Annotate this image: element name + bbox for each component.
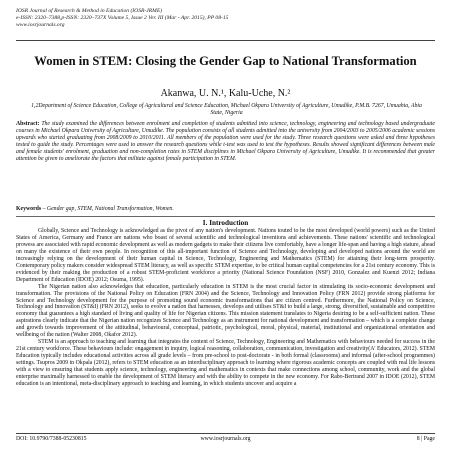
keywords-label: Keywords — [16, 206, 42, 212]
section-divider — [16, 216, 435, 217]
abstract-label: Abstract: — [16, 121, 40, 127]
footer-doi: DOI: 10.9790/7388-05230815 — [16, 436, 87, 442]
abstract — [16, 121, 435, 162]
paper-title: Women in STEM: Closing the Gender Gap to National Transformation — [34, 54, 417, 68]
journal-site[interactable]: www.iosrjournals.org — [16, 22, 65, 28]
journal-header — [16, 8, 316, 29]
paragraph: The Nigerian nation also acknowledges that education, particularly education in STEM is the most crucial factor in stimulating its socio-economic development and transformation. The provisions of the National Policy on Education (FRN 2004) and the Science, Technology and Innovation Policy (FRN 2012) provide strong platforms for Science and Technology development for the purpose of promoting sound economic transformations that are citizen centred. Furthermore, the National Policy on Science, Technology and Innovation (ST&I) (FRN 2012), seeks to evolve a nation that harnesses, develops and utilises ST&I to build a large, strong, diversified, sustainable and competitive economy that guarantees a high standard of living and quality of life for Nigerian citizens. This mission statement translates to Nigeria desiring to be a self-sufficient nation. These aspirations clearly indicate that the Nigerian nation recognizes Science and Technology as an instrument for national development and transformation – which is a complete change and growth towards improvement of the attitudinal, behavioural, conceptual, patriotic, psychological, moral, physical, material, institutional and organizational orientation and wellbeing of the nation (Walter 2008, Okafor 2012). — [16, 283, 435, 339]
journal-issn: e-ISSN: 2320–7388,p-ISSN: 2320–737X Volume 5, Issue 2 Ver. III (Mar - Apr. 2015), PP 08-15 — [16, 15, 229, 21]
keywords — [16, 206, 435, 213]
keywords-text: – Gender gap, STEM, National Transformation, Women. — [42, 206, 174, 212]
paragraph: STEM is an approach to teaching and learning that integrates the content of Science, Technology, Engineering and Mathematics with behaviours needed for success in the 21st century workforce. These behaviours include: engagement in inquiry, logical reasoning, collaboration, communication, investigation and creativity(A' Educators, 2012). STEM Education typically includes educational activities across all grade levels – from pre-school to post-doctorate - in both formal (classrooms) and informal (after-school programmes) settings. Tsupros 2009 in Okpala (2012), refers to STEM education as an interdisciplinary approach to learning where rigorous academic concepts are coupled with real life lessons with a view to ensuring that students apply science, technology, engineering and mathematics in contexts that make connections among school, community, work and the global enterprise maximally harnessed to enable the development of STEM literacy and with the ability to compete in the new economy. For Rabo-Bertrand 2007 in IDOE (2012), STEM education is an intentional, meta-disciplinary approach to teaching and learning, in which students uncover and acquire a — [16, 339, 435, 387]
author-affiliation: 1,2Department of Science Education, College of Agricultural and Science Education, Michael Okpara University of Agriculture, Umudike, P.M.B. 7267, Umuahia, Abia State, Nigeria — [31, 103, 422, 116]
paragraph: Globally, Science and Technology is acknowledged as the pivot of any nation's development. Nations touted to be the most developed (world powers) such as the United States of America, Germany and France are nations who boast of several scientific and technological inventions and achievements. These nations' scientific and technological prowess are associated with rapid economic development as well as modern gadgets to make their citizens live comfortably, have a longer life-span and having a high stature, ahead on many the existence of their own people. In recognition of this all-important function of Science and Technology, developing and developed nations around the world are increasingly relying on the development of their human capital in Science, Technology, Engineering and Mathematics (STEM) for attaining their long-term prosperity. Contemporary policy makers consider widespread STEM literacy, as well as specific STEM expertise, to be critical human capital competencies for a 21st century economy. This is evidenced by their making the production of a robust STEM-proficient workforce a priority (National Science Foundation (NSF) 2010, Gonzalez and Kuenzi 2012; Indiana Department of Education (IDOE) 2012; Osuma, 1995). — [16, 228, 435, 283]
section-heading: I. Introduction — [202, 219, 249, 227]
body-text — [16, 228, 435, 388]
paper-authors: Akanwa, U. N.¹, Kalu-Uche, N.² — [160, 88, 291, 99]
abstract-text: The study examined the differences between enrolment and completion of students admitted into science, technology, engineering and technology based undergraduate courses in Michael Okpara University of Agriculture, Umudike. The population consists of all students admitted into the university from 2004/2003 to 2005/2006 academic sessions upwards who started graduating from 2008/2009 to 2010/2011. All members of the population were used for the study. Three research questions were asked and three hypotheses tested to guide the study. Percentages were used to answer the research questions while t-test was used to test the hypotheses. Results showed significant differences between male and female students' enrolment, graduation and non-completion rates in STEM disciplines in Michael Okpara University of Agriculture, Umudike. It is recommended that greater attention be given to ameliorate the factors that militate against female participation in STEM. — [16, 121, 435, 162]
page-number: 8 | Page — [416, 436, 435, 442]
journal-name: IOSR Journal of Research & Method in Education (IOSR-JRME) — [16, 8, 163, 14]
footer-site[interactable]: www.iosrjournals.org — [200, 436, 251, 442]
footer-divider — [16, 433, 435, 434]
header-divider — [16, 40, 435, 41]
